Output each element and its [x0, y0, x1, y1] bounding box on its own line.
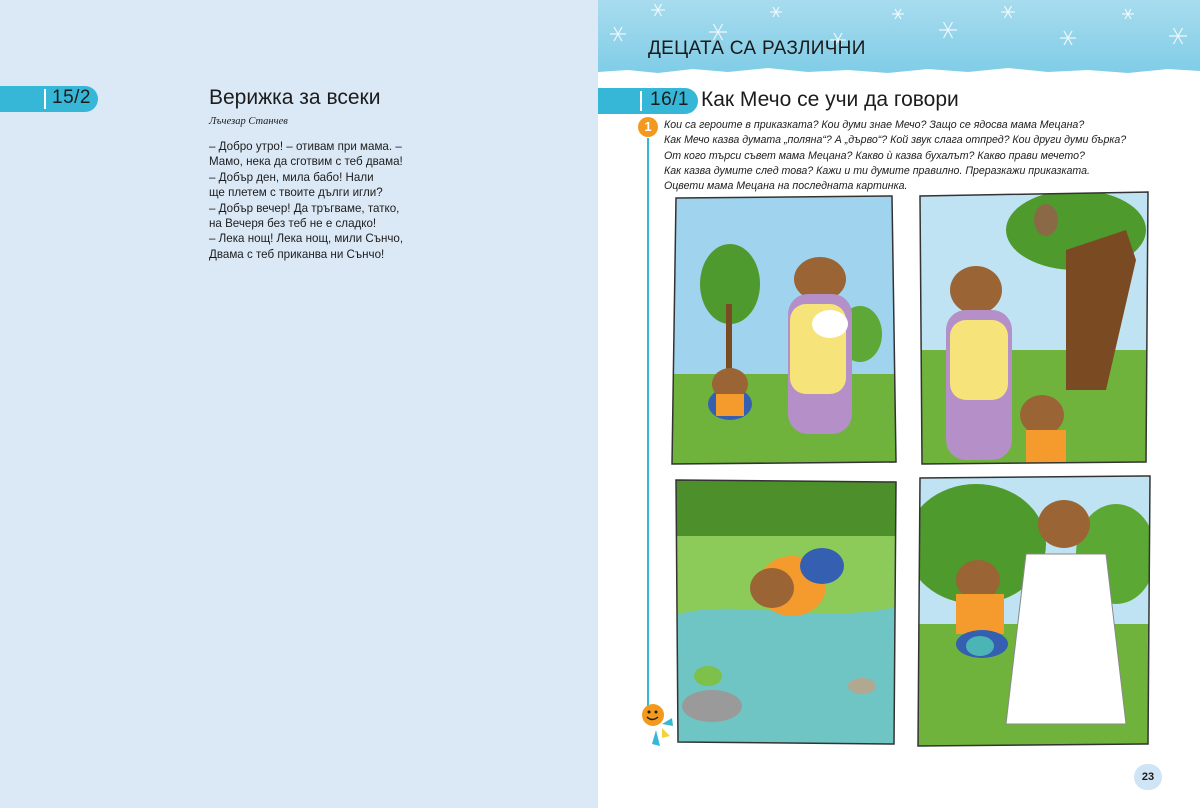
lesson-title: Как Мечо се учи да говори [701, 88, 959, 111]
page-number: 23 [1134, 764, 1162, 790]
poem-text [209, 139, 569, 262]
lesson-tab-15-2 [0, 86, 98, 112]
right-page [598, 0, 1200, 808]
poem-line: – Лека нощ! Лека нощ, мили Сънчо, [209, 232, 404, 246]
task-line-text: От кого търси съвет мама Мецана? Какво ѝ казва бухалът? Какво прави мечето? [664, 149, 1085, 162]
poem-line: – Добър вечер! Да тръгваме, татко, [209, 201, 400, 215]
section-title: ДЕЦАТА СА РАЗЛИЧНИ [648, 38, 866, 59]
task-vertical-line [647, 138, 649, 720]
poem-author: Лъчезар Станчев [209, 116, 288, 127]
poem-line: – Добро утро! – отивам при мама. – [209, 140, 402, 153]
task-line-text: Оцвети мама Мецана на последната картинка. [664, 180, 908, 193]
task-number-badge: 1 [638, 117, 658, 137]
poem-line: Двама с теб приканва ни Сънчо! [209, 247, 385, 261]
task-instructions [664, 118, 1184, 194]
task-line-text: Как Мечо казва думата „поляна“? А „дърво“? Кой звук слага отпред? Кои други думи бърка? [664, 134, 1127, 147]
lesson-tab-16-1 [598, 88, 698, 114]
illustration-2 [916, 190, 1152, 466]
poem-title: Верижка за всеки [209, 86, 381, 109]
poem-line: ще плетем с твоите дълги игли? [209, 186, 383, 200]
lesson-number: 15/2 [52, 87, 91, 108]
illustration-1 [670, 194, 898, 466]
banner-torn-edge [598, 62, 1200, 86]
illustration-4 [916, 474, 1154, 748]
task-line-text: Как казва думите след това? Кажи и ти думите правилно. Преразкажи приказката. [664, 164, 1090, 177]
lesson-number: 16/1 [650, 89, 689, 110]
smiley-character-icon [640, 700, 676, 755]
tab-separator [44, 89, 46, 109]
poem-line: на Вечеря без теб не е сладко! [209, 217, 377, 231]
poem-line: Мамо, нека да сготвим с теб двама! [209, 155, 403, 169]
illustration-3 [672, 476, 900, 748]
task-line-text: Кои са героите в приказката? Кои думи знае Мечо? Защо се ядосва мама Мецана? [664, 119, 1085, 131]
poem-line: – Добър ден, мила бабо! Нали [209, 170, 374, 184]
left-page [0, 0, 598, 808]
tab-separator [640, 91, 642, 111]
